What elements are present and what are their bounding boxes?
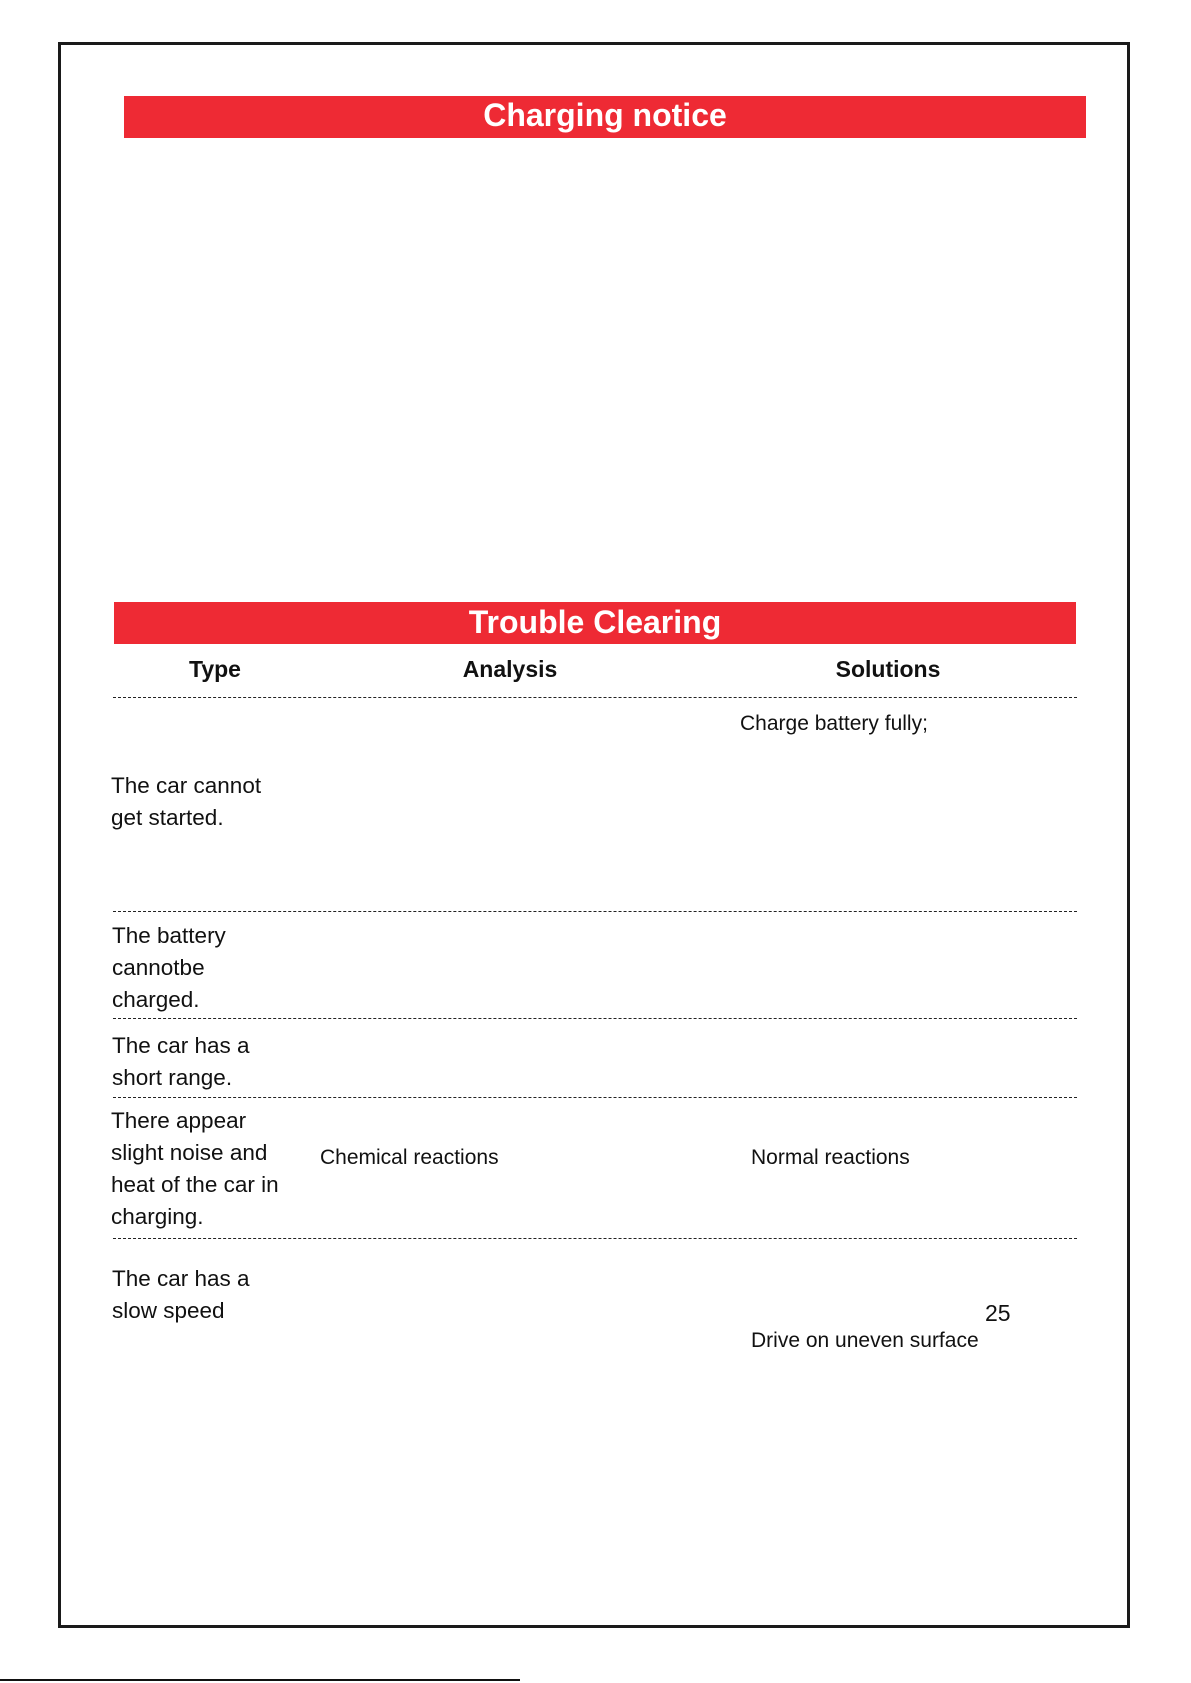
- row-1-solution: Charge battery fully;: [740, 712, 928, 735]
- row-4-analysis: Chemical reactions: [320, 1146, 499, 1169]
- bottom-rule: [0, 1679, 520, 1681]
- page-frame: [58, 42, 1130, 1628]
- table-divider: [113, 1097, 1077, 1098]
- charging-notice-heading: Charging notice: [124, 96, 1086, 138]
- table-divider: [113, 1018, 1077, 1019]
- column-header-type: Type: [189, 656, 241, 682]
- trouble-clearing-heading: Trouble Clearing: [114, 602, 1076, 644]
- row-2-type: The battery cannotbe charged.: [112, 923, 226, 1012]
- column-header-solutions: Solutions: [835, 656, 941, 682]
- row-4-solution: Normal reactions: [751, 1146, 910, 1169]
- column-header-analysis: Analysis: [462, 656, 558, 682]
- page-number: 25: [985, 1300, 1011, 1326]
- row-5-type: The car has a slow speed: [112, 1266, 250, 1323]
- table-divider: [113, 911, 1077, 912]
- row-5-solution: Drive on uneven surface: [751, 1329, 979, 1352]
- row-1-type: The car cannot get started.: [111, 773, 262, 830]
- row-4-type: There appear slight noise and heat of the car in charging.: [111, 1108, 279, 1229]
- table-divider: [113, 1238, 1077, 1239]
- row-3-type: The car has a short range.: [112, 1033, 250, 1090]
- table-divider: [113, 697, 1077, 698]
